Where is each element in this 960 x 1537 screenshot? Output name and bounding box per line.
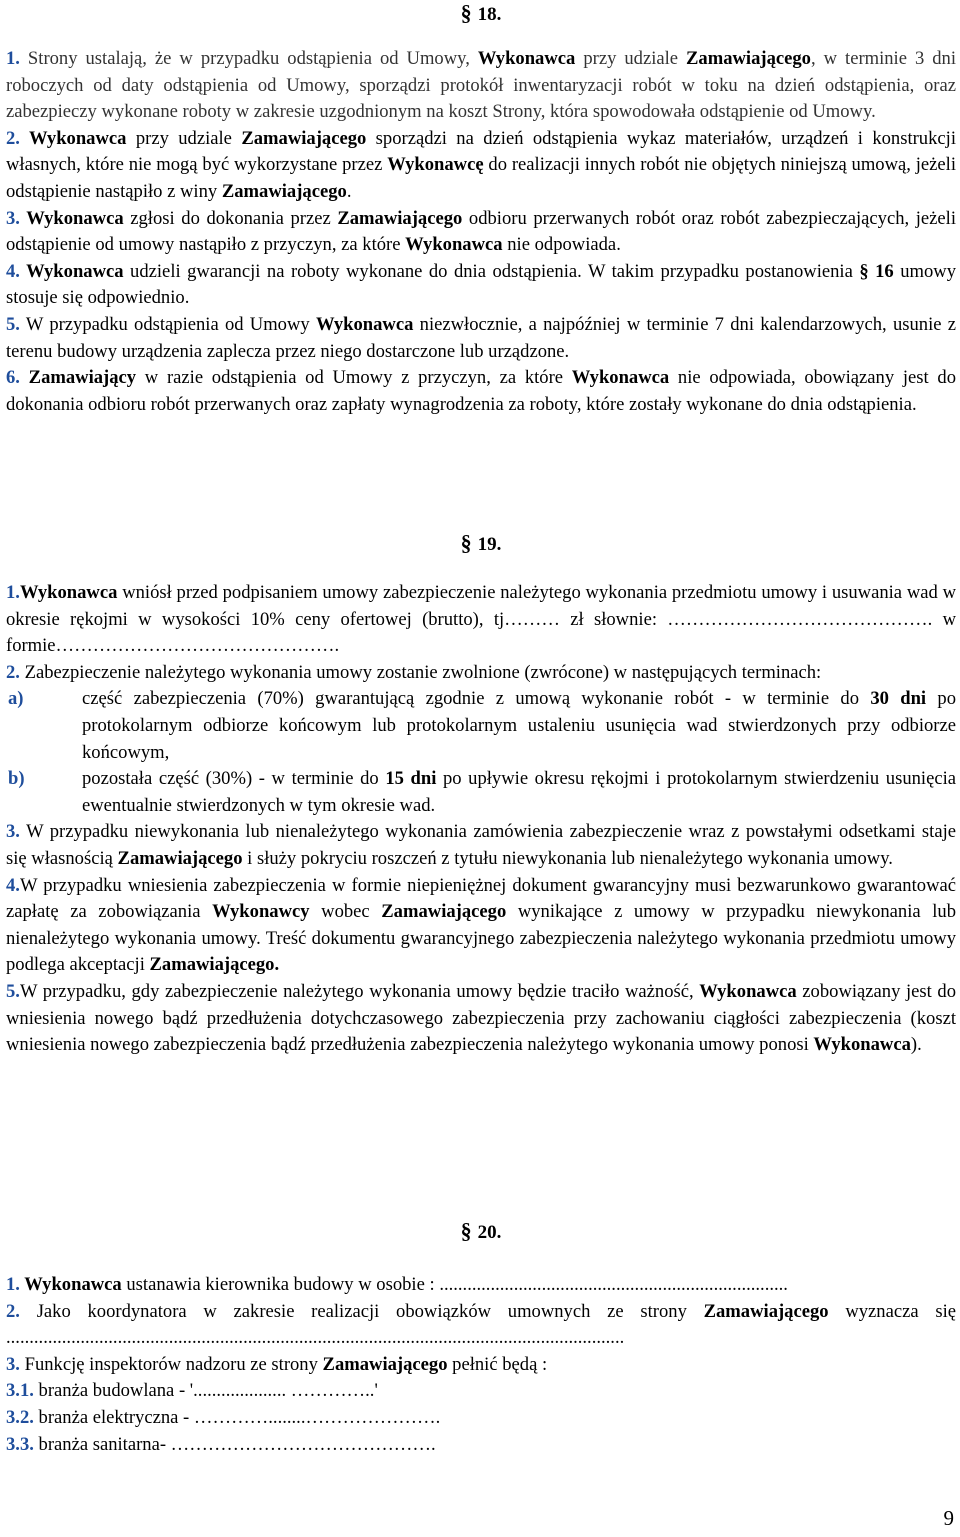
s18-paragraph-5: 5. W przypadku odstąpienia od Umowy Wykonawca niezwłocznie, a najpóźniej w terminie 7 dni kalendarzowych, usunie z terenu budowy urządzenia zaplecza przez niego dostarczone lub urządzone. bbox=[6, 313, 956, 362]
section-18-body bbox=[6, 46, 956, 418]
s19-paragraph-5: 5.W przypadku, gdy zabezpieczenie należytego wykonania umowy będzie traciło ważność, Wykonawca zobowiązany jest do wniesienia nowego bądź przedłużenia dotychczasowego zabezpieczenia przy zachowaniu ciągłości zabezpieczenia (koszt wniesienia nowego zabezpieczenia bądź przedłużenia zabezpieczenia należytego wykonania umowy ponosi Wykonawca). bbox=[6, 980, 956, 1056]
s18-paragraph-2: 2. Wykonawca przy udziale Zamawiającego sporządzi na dzień odstąpienia wykaz materiałów, urządzeń i konstrukcji własnych, które nie mogą być wykorzystane przez Wykonawcę do realizacji innych robót nie objętych niniejszą umową, jeżeli odstąpienie nastąpiło z winy Zamawiającego. bbox=[6, 127, 956, 202]
s19-paragraph-2: 2. Zabezpieczenie należytego wykonania umowy zostanie zwolnione (zwrócone) w następujących terminach: bbox=[6, 661, 822, 683]
s18-paragraph-6: 6. Zamawiający w razie odstąpienia od Umowy z przyczyn, za które Wykonawca nie odpowiada, obowiązany jest do dokonania odbioru robót przerwanych oraz zapłaty wynagrodzenia za roboty, które zostały wykonane do dnia odstąpienia. bbox=[6, 367, 957, 415]
s18-paragraph-4: 4. Wykonawca udzieli gwarancji na roboty wykonane do dnia odstąpienia. W takim przypadku postanowienia § 16 umowy stosuje się odpowiednio. bbox=[6, 260, 956, 309]
s20-paragraph-2: 2. Jako koordynatora w zakresie realizacji obowiązków umownych ze strony Zamawiającego wyznacza się ..................................................................................................................................... bbox=[6, 1300, 956, 1349]
s19-list-item-b: b) pozostała część (30%) - w terminie do 15 dni po upływie okresu rękojmi i protokolarnym stwierdzeniu usunięcia ewentualnie stwierdzonych w tym okresie wad. bbox=[8, 768, 956, 816]
section-19-title: § 19. bbox=[460, 530, 502, 555]
s18-paragraph-3: 3. Wykonawca zgłosi do dokonania przez Zamawiającego odbioru przerwanych robót oraz robót zabezpieczających, jeżeli odstąpienie od umowy nastąpiło z przyczyn, za które Wykonawca nie odpowiada. bbox=[6, 207, 956, 256]
s20-paragraph-3-3: 3.3. branża sanitarna- ……………………………………. bbox=[6, 1433, 436, 1455]
s19-paragraph-1: 1.Wykonawca wniósł przed podpisaniem umowy zabezpieczenie należytego wykonania przedmiotu umowy i usuwania wad w okresie rękojmi w wysokości 10% ceny ofertowej (brutto), tj……… zł słownie: ……………………………………. w formie………………………………………. bbox=[6, 582, 956, 657]
section-sign: § bbox=[859, 260, 869, 282]
section-20-body bbox=[6, 1272, 956, 1458]
section-18-title: § 18. bbox=[460, 0, 502, 25]
s20-paragraph-3-2: 3.2. branża elektryczna - …………........…………………. bbox=[6, 1406, 441, 1428]
section-19-body bbox=[6, 580, 956, 1059]
s20-paragraph-1: 1. Wykonawca ustanawia kierownika budowy w osobie : ........................................................................... bbox=[6, 1274, 788, 1295]
s19-list-item-a: a) część zabezpieczenia (70%) gwarantującą zgodnie z umową wykonanie robót - w terminie do 30 dni po protokolarnym odbiorze końcowym lub protokolarnym ustaleniu usunięcia wad stwierdzonych przy odbiorze końcowym, bbox=[8, 688, 956, 763]
page-number: 9 bbox=[943, 1506, 954, 1530]
s20-paragraph-3: 3. Funkcję inspektorów nadzoru ze strony Zamawiającego pełnić będą : bbox=[6, 1353, 548, 1375]
s19-paragraph-3: 3. W przypadku niewykonania lub nienależytego wykonania zamówienia zabezpieczenie wraz z powstałymi odsetkami staje się własnością Zamawiającego i służy pokryciu roszczeń z tytułu niewykonania lub nienależytego wykonania umowy. bbox=[6, 821, 956, 869]
s19-paragraph-4: 4.W przypadku wniesienia zabezpieczenia w formie niepieniężnej dokument gwarancyjny musi bezwarunkowo gwarantować zapłatę za zobowiązania Wykonawcy wobec Zamawiającego wynikające z umowy w przypadku niewykonania lub nienależytego wykonania umowy. Treść dokumentu gwarancyjnego zabezpieczenia należytego wykonania przedmiotu umowy podlega akceptacji Zamawiającego. bbox=[6, 874, 956, 976]
section-20-title: § 20. bbox=[460, 1218, 502, 1243]
s20-paragraph-3-1: 3.1. branża budowlana - '.................... …………..' bbox=[6, 1380, 378, 1402]
s18-paragraph-1: 1. Strony ustalają, że w przypadku odstąpienia od Umowy, Wykonawca przy udziale Zamawiającego, w terminie 3 dni roboczych od daty odstąpienia od Umowy, sporządzi protokół inwentaryzacji robót w toku na dzień odstąpienia, oraz zabezpieczy wykonane roboty w zakresie uzgodnionym na koszt Strony, która spowodowała odstąpienie od Umowy. bbox=[6, 48, 957, 123]
